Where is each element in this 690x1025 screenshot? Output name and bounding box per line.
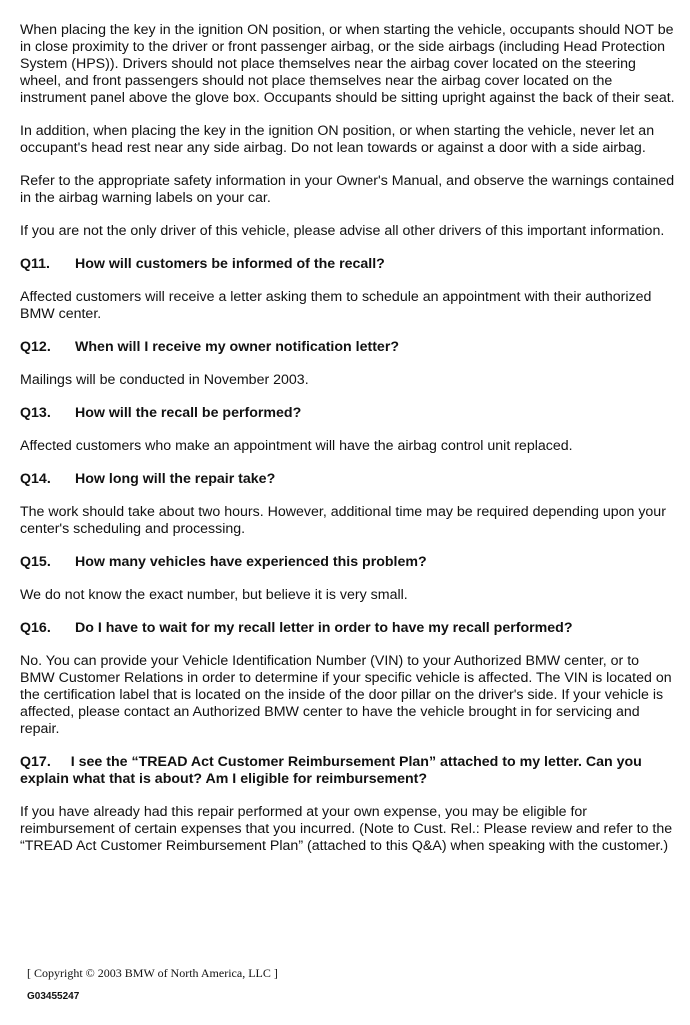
question-number: Q15. — [20, 554, 51, 570]
question-number: Q12. — [20, 339, 51, 355]
question-text: How many vehicles have experienced this problem? — [75, 554, 427, 570]
question-text: How will customers be informed of the recall? — [75, 256, 385, 272]
question-number: Q16. — [20, 620, 51, 636]
question-q16 — [20, 620, 675, 637]
question-q14 — [20, 471, 675, 488]
question-number: Q11. — [20, 256, 50, 272]
question-text: How will the recall be performed? — [75, 405, 302, 421]
question-number: Q13. — [20, 405, 51, 421]
question-q13 — [20, 405, 675, 422]
paragraph-side-airbag: In addition, when placing the key in the ignition ON position, or when starting the vehicle, never let an occupant's head rest near any side airbag. Do not lean towards or against a door with a side airbag. — [20, 123, 655, 156]
question-text: How long will the repair take? — [75, 471, 276, 487]
question-number: Q14. — [20, 471, 51, 487]
answer-q13: Affected customers who make an appointment will have the airbag control unit replaced. — [20, 438, 573, 454]
question-q17 — [20, 754, 675, 788]
paragraph-owners-manual: Refer to the appropriate safety information in your Owner's Manual, and observe the warnings contained in the airbag warning labels on your car. — [20, 173, 675, 206]
question-number: Q17. — [20, 754, 51, 770]
answer-q12: Mailings will be conducted in November 2003. — [20, 372, 309, 388]
copyright-notice: [ Copyright © 2003 BMW of North America, LLC ] — [27, 966, 278, 980]
answer-q16: No. You can provide your Vehicle Identification Number (VIN) to your Authorized BMW center, or to BMW Customer Relations in order to determine if your specific vehicle is affected. The VIN is located on the certification label that is located on the inside of the door pillar on the driver's side. If your vehicle is affected, please contact an Authorized BMW center to have the vehicle brought in for servicing and repair. — [20, 653, 672, 737]
answer-q15: We do not know the exact number, but believe it is very small. — [20, 587, 408, 603]
question-q11 — [20, 256, 675, 273]
answer-q14: The work should take about two hours. However, additional time may be required depending upon your center's scheduling and processing. — [20, 504, 666, 537]
document-body — [20, 22, 675, 871]
paragraph-other-drivers: If you are not the only driver of this vehicle, please advise all other drivers of this important information. — [20, 223, 665, 239]
question-text: Do I have to wait for my recall letter in order to have my recall performed? — [75, 620, 573, 636]
question-q15 — [20, 554, 675, 571]
paragraph-airbag-proximity: When placing the key in the ignition ON position, or when starting the vehicle, occupants should NOT be in close proximity to the driver or front passenger airbag, or the side airbags (including Head Protection System (HPS)). Drivers should not place themselves near the airbag cover located on the steering wheel, and front passengers should not place themselves near the airbag cover located on the instrument panel above the glove box. Occupants should be sitting upright against the back of their seat. — [20, 22, 675, 106]
question-text: I see the “TREAD Act Customer Reimbursement Plan” attached to my letter. Can you explain what that is about? Am I eligible for reimbursement? — [20, 754, 642, 787]
document-id: G03455247 — [27, 991, 80, 1002]
answer-q17: If you have already had this repair performed at your own expense, you may be eligible for reimbursement of certain expenses that you incurred. (Note to Cust. Rel.: Please review and refer to the “TREAD Act Customer Reimbursement Plan” (attached to this Q&A) when speaking with the customer.) — [20, 804, 673, 854]
answer-q11: Affected customers will receive a letter asking them to schedule an appointment with their authorized BMW center. — [20, 289, 652, 322]
question-q12 — [20, 339, 675, 356]
question-text: When will I receive my owner notification letter? — [75, 339, 400, 355]
